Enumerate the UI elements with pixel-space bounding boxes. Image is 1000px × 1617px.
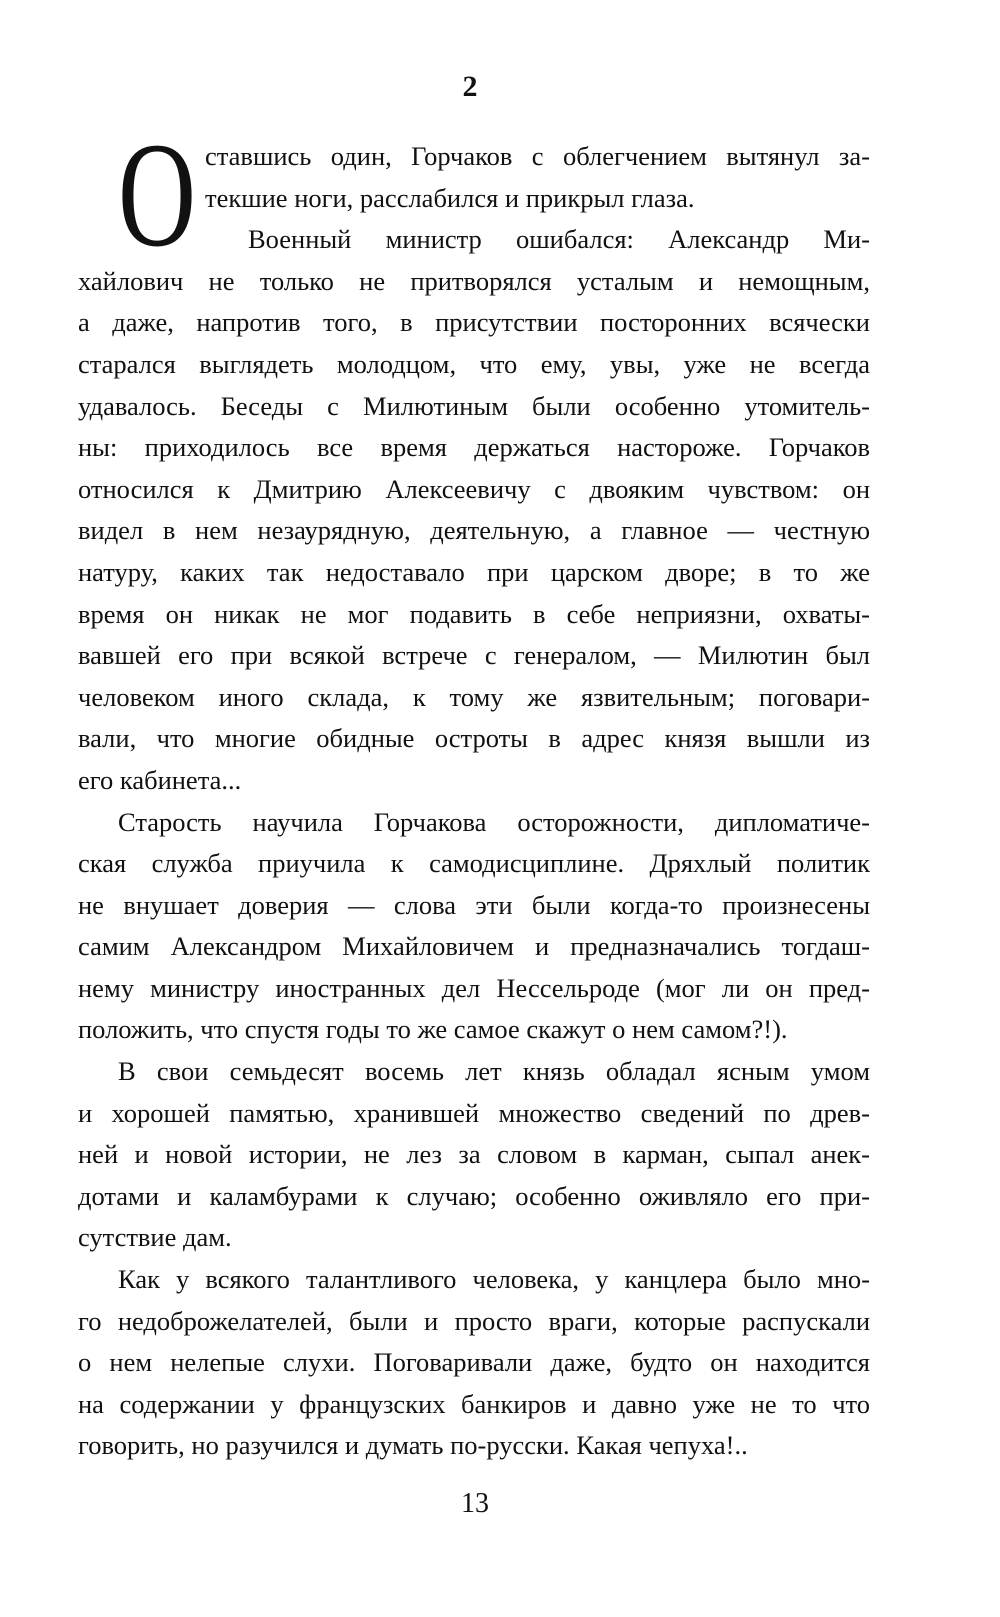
text-line: относился к Дмитрию Алексеевичу с двояким чувством: он (78, 473, 870, 504)
chapter-number: 2 (462, 70, 478, 103)
body-text (78, 136, 870, 1467)
text-line: самим Александром Михайловичем и предназначались тогдаш- (78, 931, 870, 962)
text-line: человеком иного склада, к тому же язвительным; поговари- (78, 681, 870, 712)
text-line: ставшись один, Горчаков с облегчением вытянул за- (205, 141, 870, 171)
text-line: ская служба приучила к самодисциплине. Дряхлый политик (78, 848, 870, 879)
page-number: 13 (461, 1488, 489, 1519)
text-line: ней и новой истории, не лез за словом в карман, сыпал анек- (78, 1139, 870, 1170)
text-line: Военный министр ошибался: Александр Ми- (248, 224, 870, 255)
text-line: сутствие дам. (78, 1222, 232, 1253)
text-line: старался выглядеть молодцом, что ему, увы, уже не всегда (78, 348, 870, 379)
text-line: хайлович не только не притворялся усталым и немощным, (78, 265, 870, 296)
text-line: вавшей его при всякой встрече с генералом, — Милютин был (78, 640, 870, 671)
text-line: В свои семьдесят восемь лет князь обладал ясным умом (118, 1056, 870, 1087)
text-line: текшие ноги, расслабился и прикрыл глаза. (205, 182, 695, 213)
text-line: положить, что спустя годы то же самое скажут о нем самом?!). (78, 1014, 788, 1045)
text-line: Как у всякого талантливого человека, у канцлера было мно- (118, 1264, 870, 1295)
text-line: нему министру иностранных дел Нессельроде (мог ли он пред- (78, 972, 870, 1003)
text-line: о нем нелепые слухи. Поговаривали даже, будто он находится (78, 1347, 870, 1378)
text-line: натуру, каких так недоставало при царском дворе; в то же (78, 556, 870, 587)
text-line: не внушает доверия — слова эти были когда-то произнесены (78, 889, 870, 920)
text-line: а даже, напротив того, в присутствии посторонних всячески (78, 307, 870, 338)
text-line: на содержании у французских банкиров и давно уже не то что (78, 1388, 870, 1419)
text-line: время он никак не мог подавить в себе неприязни, охваты- (78, 598, 870, 629)
text-line: его кабинета... (78, 764, 242, 795)
text-line: видел в нем незаурядную, деятельную, а главное — честную (78, 515, 870, 546)
drop-cap: О (118, 112, 196, 278)
text-line: го недоброжелателей, были и просто враги, которые распускали (78, 1305, 870, 1336)
text-line: дотами и каламбурами к случаю; особенно оживляло его при- (78, 1180, 870, 1211)
text-line: ны: приходилось все время держаться настороже. Горчаков (78, 432, 870, 463)
text-line: вали, что многие обидные остроты в адрес князя вышли из (78, 723, 870, 754)
text-line: Старость научила Горчакова осторожности, дипломатиче- (118, 806, 870, 837)
text-line: говорить, но разучился и думать по-русски. Какая чепуха!.. (78, 1430, 748, 1461)
text-line: удавалось. Беседы с Милютиным были особенно утомитель- (78, 390, 870, 421)
text-line: и хорошей памятью, хранившей множество сведений по древ- (78, 1097, 870, 1128)
